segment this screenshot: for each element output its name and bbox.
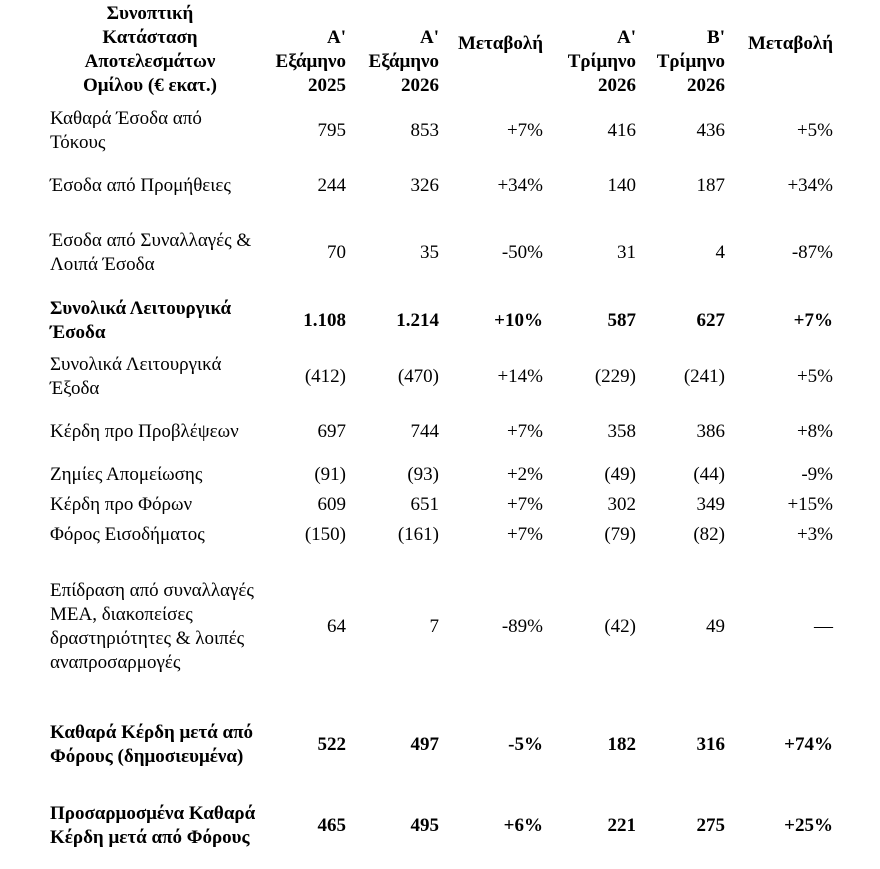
row-label: Ζημίες Απομείωσης: [50, 463, 203, 485]
column-header-h1-2026: [346, 2, 439, 105]
column-header-h1-2025: [260, 2, 346, 105]
cell-h1-2026: (93): [407, 463, 439, 485]
title-line: Κατάσταση: [102, 27, 198, 48]
row-label: Έσοδα από Προμήθειες: [50, 175, 231, 196]
table-row-total-income: [40, 294, 833, 351]
row-label: Κέρδη προ Φόρων: [50, 493, 193, 515]
cell-change-quarter: -9%: [801, 463, 833, 485]
cell-change-quarter: -87%: [791, 242, 833, 263]
cell-h1-2025: (150): [304, 523, 346, 545]
cell-change-half: -50%: [501, 242, 543, 263]
cell-h1-2026: 853: [410, 120, 439, 141]
cell-change-half: +2%: [506, 463, 543, 485]
column-header-line: 2026: [598, 75, 636, 96]
cell-q2-2026: (44): [693, 463, 725, 485]
cell-q2-2026: 4: [715, 242, 725, 263]
row-label: Καθαρά Κέρδη μετά από Φόρους (δημοσιευμένα): [50, 722, 254, 767]
cell-q1-2026: 302: [607, 493, 636, 515]
column-header-line: 2026: [687, 75, 725, 96]
cell-q1-2026: (42): [604, 616, 636, 637]
cell-q2-2026: 187: [696, 175, 725, 196]
row-label: Φόρος Εισοδήματος: [50, 523, 205, 545]
cell-change-quarter: —: [814, 616, 833, 637]
cell-change-half: +7%: [506, 421, 543, 442]
row-label: Κέρδη προ Προβλέψεων: [50, 421, 239, 442]
cell-change-quarter: +3%: [796, 523, 833, 545]
cell-change-quarter: +7%: [793, 310, 833, 331]
cell-change-half: -5%: [508, 734, 543, 755]
header-row: [40, 2, 833, 105]
cell-h1-2026: (161): [397, 523, 439, 545]
row-label: Επίδραση από συναλλαγές ΜΕΑ, διακοπείσες δραστηριότητες & λοιπές αναπροσαρμογές: [50, 580, 254, 673]
column-header-line: Β': [707, 27, 725, 48]
cell-h1-2026: 495: [410, 815, 439, 836]
column-header-change-quarter: [725, 2, 833, 105]
table-row: [40, 461, 833, 491]
title-line: Συνοπτική: [106, 3, 194, 24]
column-header-line: 2026: [401, 75, 439, 96]
cell-q2-2026: 627: [696, 310, 725, 331]
row-label: Έσοδα από Συναλλαγές & Λοιπά Έσοδα: [50, 230, 252, 275]
cell-h1-2025: 70: [327, 242, 346, 263]
cell-h1-2025: 465: [317, 815, 346, 836]
cell-h1-2026: 1.214: [396, 310, 439, 331]
cell-q1-2026: 416: [607, 120, 636, 141]
cell-q2-2026: 436: [696, 120, 725, 141]
table-row: [40, 215, 833, 294]
column-header-q1-2026: [543, 2, 636, 105]
column-header-line: Εξάμηνο: [275, 51, 346, 72]
cell-h1-2026: 497: [410, 734, 439, 755]
cell-h1-2026: 326: [410, 175, 439, 196]
cell-change-quarter: +15%: [787, 493, 833, 515]
cell-h1-2026: 35: [420, 242, 439, 263]
cell-h1-2025: 64: [327, 616, 346, 637]
table-row: [40, 160, 833, 215]
column-header-line: 2025: [308, 75, 346, 96]
cell-h1-2026: 7: [429, 616, 439, 637]
cell-q1-2026: 587: [607, 310, 636, 331]
row-label: Προσαρμοσμένα Καθαρά Κέρδη μετά από Φόρους: [50, 803, 256, 848]
column-header-change-half: [439, 2, 543, 105]
cell-change-half: +7%: [506, 493, 543, 515]
cell-q1-2026: 31: [617, 242, 636, 263]
results-table: [40, 2, 833, 868]
cell-change-half: +14%: [497, 366, 543, 387]
table-row: [40, 551, 833, 706]
cell-q1-2026: 221: [607, 815, 636, 836]
cell-h1-2025: 609: [317, 493, 346, 515]
cell-q2-2026: (82): [693, 523, 725, 545]
column-header-line: Α': [617, 27, 636, 48]
cell-q1-2026: (49): [604, 463, 636, 485]
cell-h1-2025: 522: [317, 734, 346, 755]
column-header-q2-2026: [636, 2, 725, 105]
cell-h1-2025: 244: [317, 175, 346, 196]
column-header-line: Τρίμηνο: [567, 51, 636, 72]
cell-q2-2026: 275: [696, 815, 725, 836]
cell-change-quarter: +25%: [784, 815, 833, 836]
column-header-line: Μεταβολή: [457, 32, 543, 54]
cell-h1-2025: (91): [314, 463, 346, 485]
cell-change-half: +7%: [506, 523, 543, 545]
row-label: Συνολικά Λειτουργικά Έξοδα: [50, 354, 222, 399]
cell-q2-2026: 349: [696, 493, 725, 515]
row-label: Συνολικά Λειτουργικά Έσοδα: [50, 298, 232, 343]
table-row: [40, 105, 833, 160]
row-label: Καθαρά Έσοδα από Τόκους: [50, 108, 202, 153]
cell-change-quarter: +5%: [796, 120, 833, 141]
column-header-line: Α': [327, 27, 346, 48]
cell-change-quarter: +8%: [796, 421, 833, 442]
cell-change-half: +7%: [506, 120, 543, 141]
cell-h1-2026: 744: [410, 421, 439, 442]
cell-change-half: +34%: [497, 175, 543, 196]
cell-change-half: -89%: [501, 616, 543, 637]
column-header-line: Τρίμηνο: [656, 51, 725, 72]
cell-q2-2026: 386: [696, 421, 725, 442]
cell-h1-2026: 651: [410, 493, 439, 515]
cell-change-half: +6%: [503, 815, 543, 836]
column-header-line: Μεταβολή: [747, 32, 833, 54]
cell-h1-2025: 795: [317, 120, 346, 141]
cell-q1-2026: 358: [607, 421, 636, 442]
title-line: Ομίλου (€ εκατ.): [82, 75, 218, 96]
cell-change-half: +10%: [494, 310, 543, 331]
table-row: [40, 351, 833, 406]
cell-q2-2026: (241): [683, 366, 725, 387]
title-line: Αποτελεσμάτων: [84, 51, 216, 72]
cell-q1-2026: 140: [607, 175, 636, 196]
cell-q1-2026: 182: [607, 734, 636, 755]
cell-h1-2025: 697: [317, 421, 346, 442]
cell-q2-2026: 49: [706, 616, 725, 637]
cell-change-quarter: +74%: [784, 734, 833, 755]
cell-q1-2026: (229): [594, 366, 636, 387]
cell-change-quarter: +5%: [796, 366, 833, 387]
table-row: [40, 406, 833, 461]
column-header-line: Α': [420, 27, 439, 48]
table-row-net-profit: [40, 706, 833, 787]
cell-change-quarter: +34%: [787, 175, 833, 196]
cell-h1-2026: (470): [397, 366, 439, 387]
table-row: [40, 491, 833, 521]
cell-q1-2026: (79): [604, 523, 636, 545]
cell-h1-2025: 1.108: [303, 310, 346, 331]
cell-q2-2026: 316: [696, 734, 725, 755]
column-header-line: Εξάμηνο: [368, 51, 439, 72]
table-title: [40, 2, 260, 105]
table-row: [40, 521, 833, 551]
table-row-adjusted-net-profit: [40, 787, 833, 868]
cell-h1-2025: (412): [304, 366, 346, 387]
